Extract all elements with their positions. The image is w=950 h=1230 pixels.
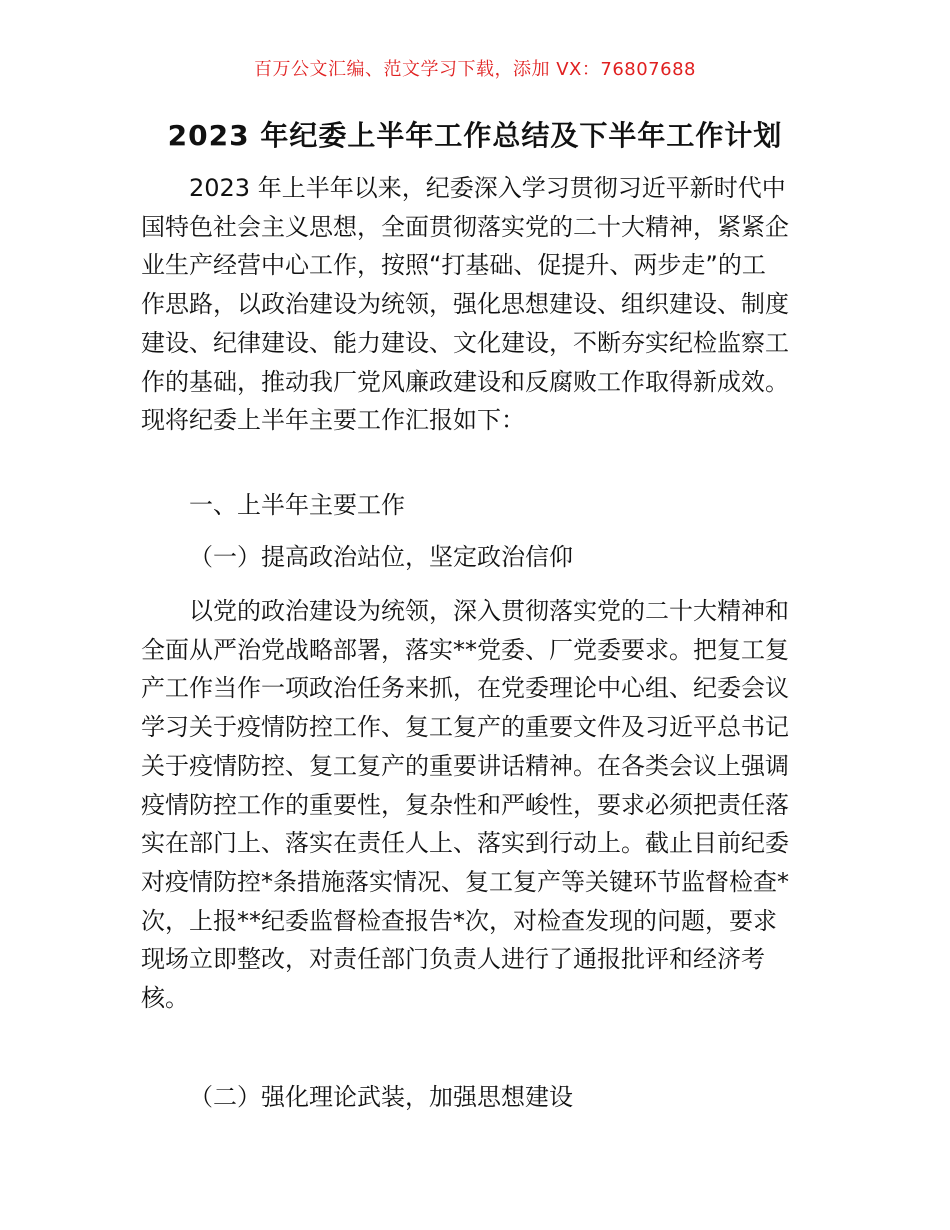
paragraph-line: 全面从严治党战略部署，落实**党委、厂党委要求。把复工复 <box>141 635 789 664</box>
paragraph-line: 产工作当作一项政治任务来抓，在党委理论中心组、纪委会议 <box>141 674 789 703</box>
paragraph-line: 关于疫情防控、复工复产的重要讲话精神。在各类会议上强调 <box>141 751 789 780</box>
intro-paragraph <box>141 169 811 440</box>
paragraph-line: 业生产经营中心工作，按照“打基础、促提升、两步走”的工 <box>141 251 766 280</box>
paragraph-line: 现将纪委上半年主要工作汇报如下： <box>141 406 525 435</box>
paragraph-line: 对疫情防控*条措施落实情况、复工复产等关键环节监督检查* <box>141 867 789 896</box>
paragraph-line: 核。 <box>141 984 189 1013</box>
subsection-heading: （二）强化理论武装，加强思想建设 <box>189 1083 573 1111</box>
paragraph-line: 现场立即整改，对责任部门负责人进行了通报批评和经济考 <box>141 945 765 974</box>
paragraph-line: 实在部门上、落实在责任人上、落实到行动上。截止目前纪委 <box>141 829 789 858</box>
section-heading: 一、上半年主要工作 <box>189 491 405 519</box>
paragraph-line: 学习关于疫情防控工作、复工复产的重要文件及习近平总书记 <box>141 713 789 742</box>
document-title: 2023 年纪委上半年工作总结及下半年工作计划 <box>167 119 783 152</box>
watermark-header: 百万公文汇编、范文学习下载，添加 VX：76807688 <box>254 59 696 80</box>
paragraph-line: 以党的政治建设为统领，深入贯彻落实党的二十大精神和 <box>189 597 789 625</box>
subsection-heading: （一）提高政治站位，坚定政治信仰 <box>189 543 573 571</box>
paragraph-line: 次，上报**纪委监督检查报告*次，对检查发现的问题，要求 <box>141 906 777 935</box>
body-paragraph <box>141 592 811 1018</box>
paragraph-line: 国特色社会主义思想，全面贯彻落实党的二十大精神，紧紧企 <box>141 212 789 241</box>
paragraph-line: 建设、纪律建设、能力建设、文化建设，不断夯实纪检监察工 <box>141 328 789 357</box>
paragraph-line: 2023 年上半年以来，纪委深入学习贯彻习近平新时代中 <box>189 174 786 202</box>
paragraph-line: 作思路，以政治建设为统领，强化思想建设、组织建设、制度 <box>141 290 789 319</box>
paragraph-line: 作的基础，推动我厂党风廉政建设和反腐败工作取得新成效。 <box>141 367 789 396</box>
paragraph-line: 疫情防控工作的重要性，复杂性和严峻性，要求必须把责任落 <box>141 790 789 819</box>
